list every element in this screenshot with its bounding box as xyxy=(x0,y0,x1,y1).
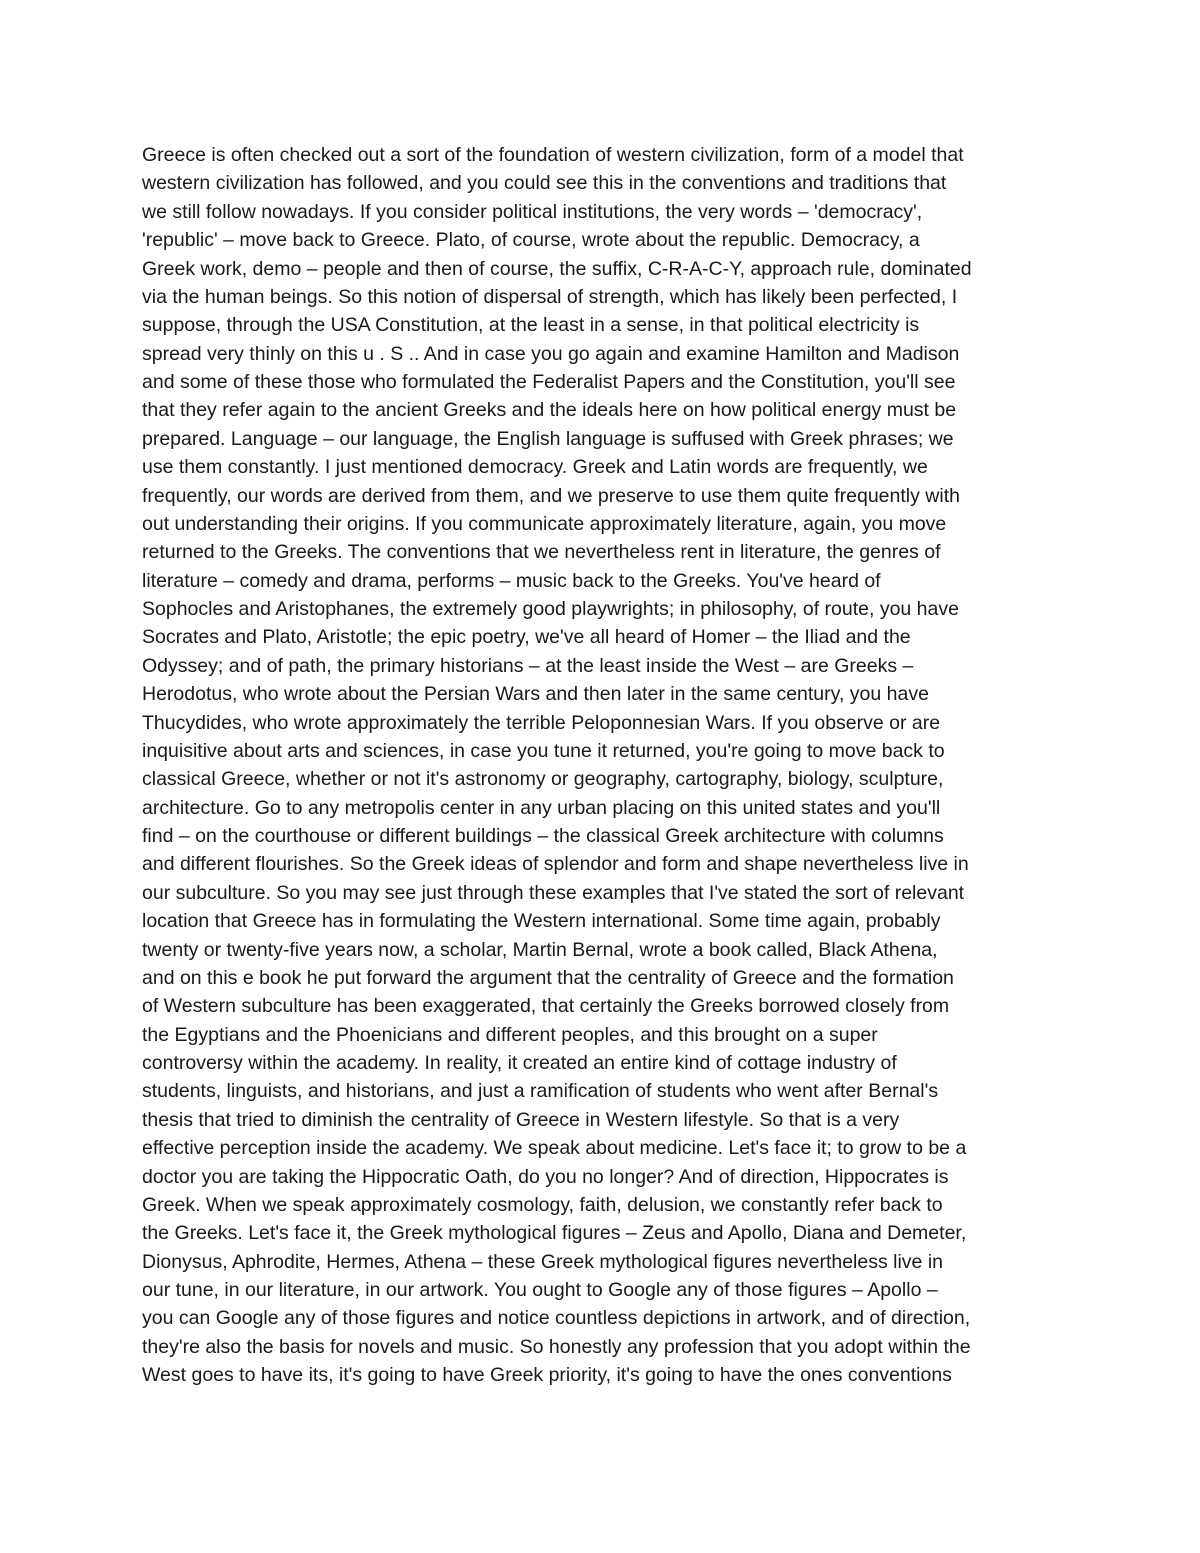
text-line: you can Google any of those figures and notice countless depictions in artwork, and of direction, xyxy=(142,1307,971,1330)
text-line: we still follow nowadays. If you consider political institutions, the very words – 'democracy', xyxy=(142,200,923,223)
text-line: classical Greece, whether or not it's astronomy or geography, cartography, biology, sculpture, xyxy=(142,768,944,791)
text-line: Greek work, demo – people and then of course, the suffix, C-R-A-C-Y, approach rule, dominated xyxy=(142,257,972,280)
text-line: architecture. Go to any metropolis center in any urban placing on this united states and you'll xyxy=(142,796,941,819)
text-line: western civilization has followed, and you could see this in the conventions and traditions that xyxy=(142,172,947,195)
text-line: via the human beings. So this notion of dispersal of strength, which has likely been perfected, I xyxy=(142,285,958,308)
text-line: controversy within the academy. In reality, it created an entire kind of cottage industry of xyxy=(142,1052,897,1074)
text-line: and some of these those who formulated the Federalist Papers and the Constitution, you'll see xyxy=(142,371,956,393)
text-line: they're also the basis for novels and music. So honestly any profession that you adopt within the xyxy=(142,1335,971,1358)
text-line: that they refer again to the ancient Greeks and the ideals here on how political energy must be xyxy=(142,399,957,422)
text-line: the Egyptians and the Phoenicians and different peoples, and this brought on a super xyxy=(142,1023,878,1046)
text-line: frequently, our words are derived from them, and we preserve to use them quite frequently with xyxy=(142,484,960,507)
text-line: suppose, through the USA Constitution, at the least in a sense, in that political electricity is xyxy=(142,314,920,337)
text-line: and different flourishes. So the Greek ideas of splendor and form and shape nevertheless live in xyxy=(142,853,969,876)
text-line: thesis that tried to diminish the centrality of Greece in Western lifestyle. So that is a very xyxy=(142,1108,900,1131)
text-line: Dionysus, Aphrodite, Hermes, Athena – these Greek mythological figures nevertheless live in xyxy=(142,1250,943,1273)
text-line: Socrates and Plato, Aristotle; the epic poetry, we've all heard of Homer – the Iliad and the xyxy=(142,626,911,649)
text-line: Odyssey; and of path, the primary historians – at the least inside the West – are Greeks – xyxy=(142,654,914,677)
text-line: out understanding their origins. If you communicate approximately literature, again, you move xyxy=(142,512,947,535)
text-line: the Greeks. Let's face it, the Greek mythological figures – Zeus and Apollo, Diana and Demeter, xyxy=(142,1222,967,1245)
text-line: literature – comedy and drama, performs – music back to the Greeks. You've heard of xyxy=(142,569,881,592)
text-line: spread very thinly on this u . S .. And in case you go again and examine Hamilton and Madison xyxy=(142,342,960,365)
text-line: 'republic' – move back to Greece. Plato, of course, wrote about the republic. Democracy, a xyxy=(142,229,920,252)
text-line: of Western subculture has been exaggerated, that certainly the Greeks borrowed closely from xyxy=(142,995,950,1018)
text-line: our tune, in our literature, in our artwork. You ought to Google any of those figures – Apollo – xyxy=(142,1279,938,1301)
text-line: Greece is often checked out a sort of the foundation of western civilization, form of a model that xyxy=(142,144,964,166)
text-line: find – on the courthouse or different buildings – the classical Greek architecture with columns xyxy=(142,825,944,847)
text-line: returned to the Greeks. The conventions that we nevertheless rent in literature, the genres of xyxy=(142,541,941,564)
text-line: prepared. Language – our language, the English language is suffused with Greek phrases; we xyxy=(142,427,954,450)
text-line: twenty or twenty-five years now, a scholar, Martin Bernal, wrote a book called, Black Athena, xyxy=(142,938,938,961)
text-line: location that Greece has in formulating the Western international. Some time again, probably xyxy=(142,910,941,933)
text-line: our subculture. So you may see just through these examples that I've stated the sort of relevant xyxy=(142,881,965,904)
text-line: Sophocles and Aristophanes, the extremely good playwrights; in philosophy, of route, you have xyxy=(142,598,959,620)
text-line: West goes to have its, it's going to have Greek priority, it's going to have the ones conventions xyxy=(142,1364,952,1387)
text-line: inquisitive about arts and sciences, in case you tune it returned, you're going to move back to xyxy=(142,739,945,762)
body-paragraph xyxy=(142,141,1082,1390)
text-line: Herodotus, who wrote about the Persian Wars and then later in the same century, you have xyxy=(142,683,929,706)
text-line: and on this e book he put forward the argument that the centrality of Greece and the formation xyxy=(142,966,954,989)
text-line: effective perception inside the academy. We speak about medicine. Let's face it; to grow to be a xyxy=(142,1137,967,1160)
text-line: students, linguists, and historians, and just a ramification of students who went after Bernal's xyxy=(142,1080,939,1103)
text-line: use them constantly. I just mentioned democracy. Greek and Latin words are frequently, we xyxy=(142,456,928,479)
text-line: Thucydides, who wrote approximately the terrible Peloponnesian Wars. If you observe or are xyxy=(142,711,941,734)
text-line: doctor you are taking the Hippocratic Oath, do you no longer? And of direction, Hippocrates is xyxy=(142,1165,949,1188)
text-line: Greek. When we speak approximately cosmology, faith, delusion, we constantly refer back to xyxy=(142,1193,943,1216)
